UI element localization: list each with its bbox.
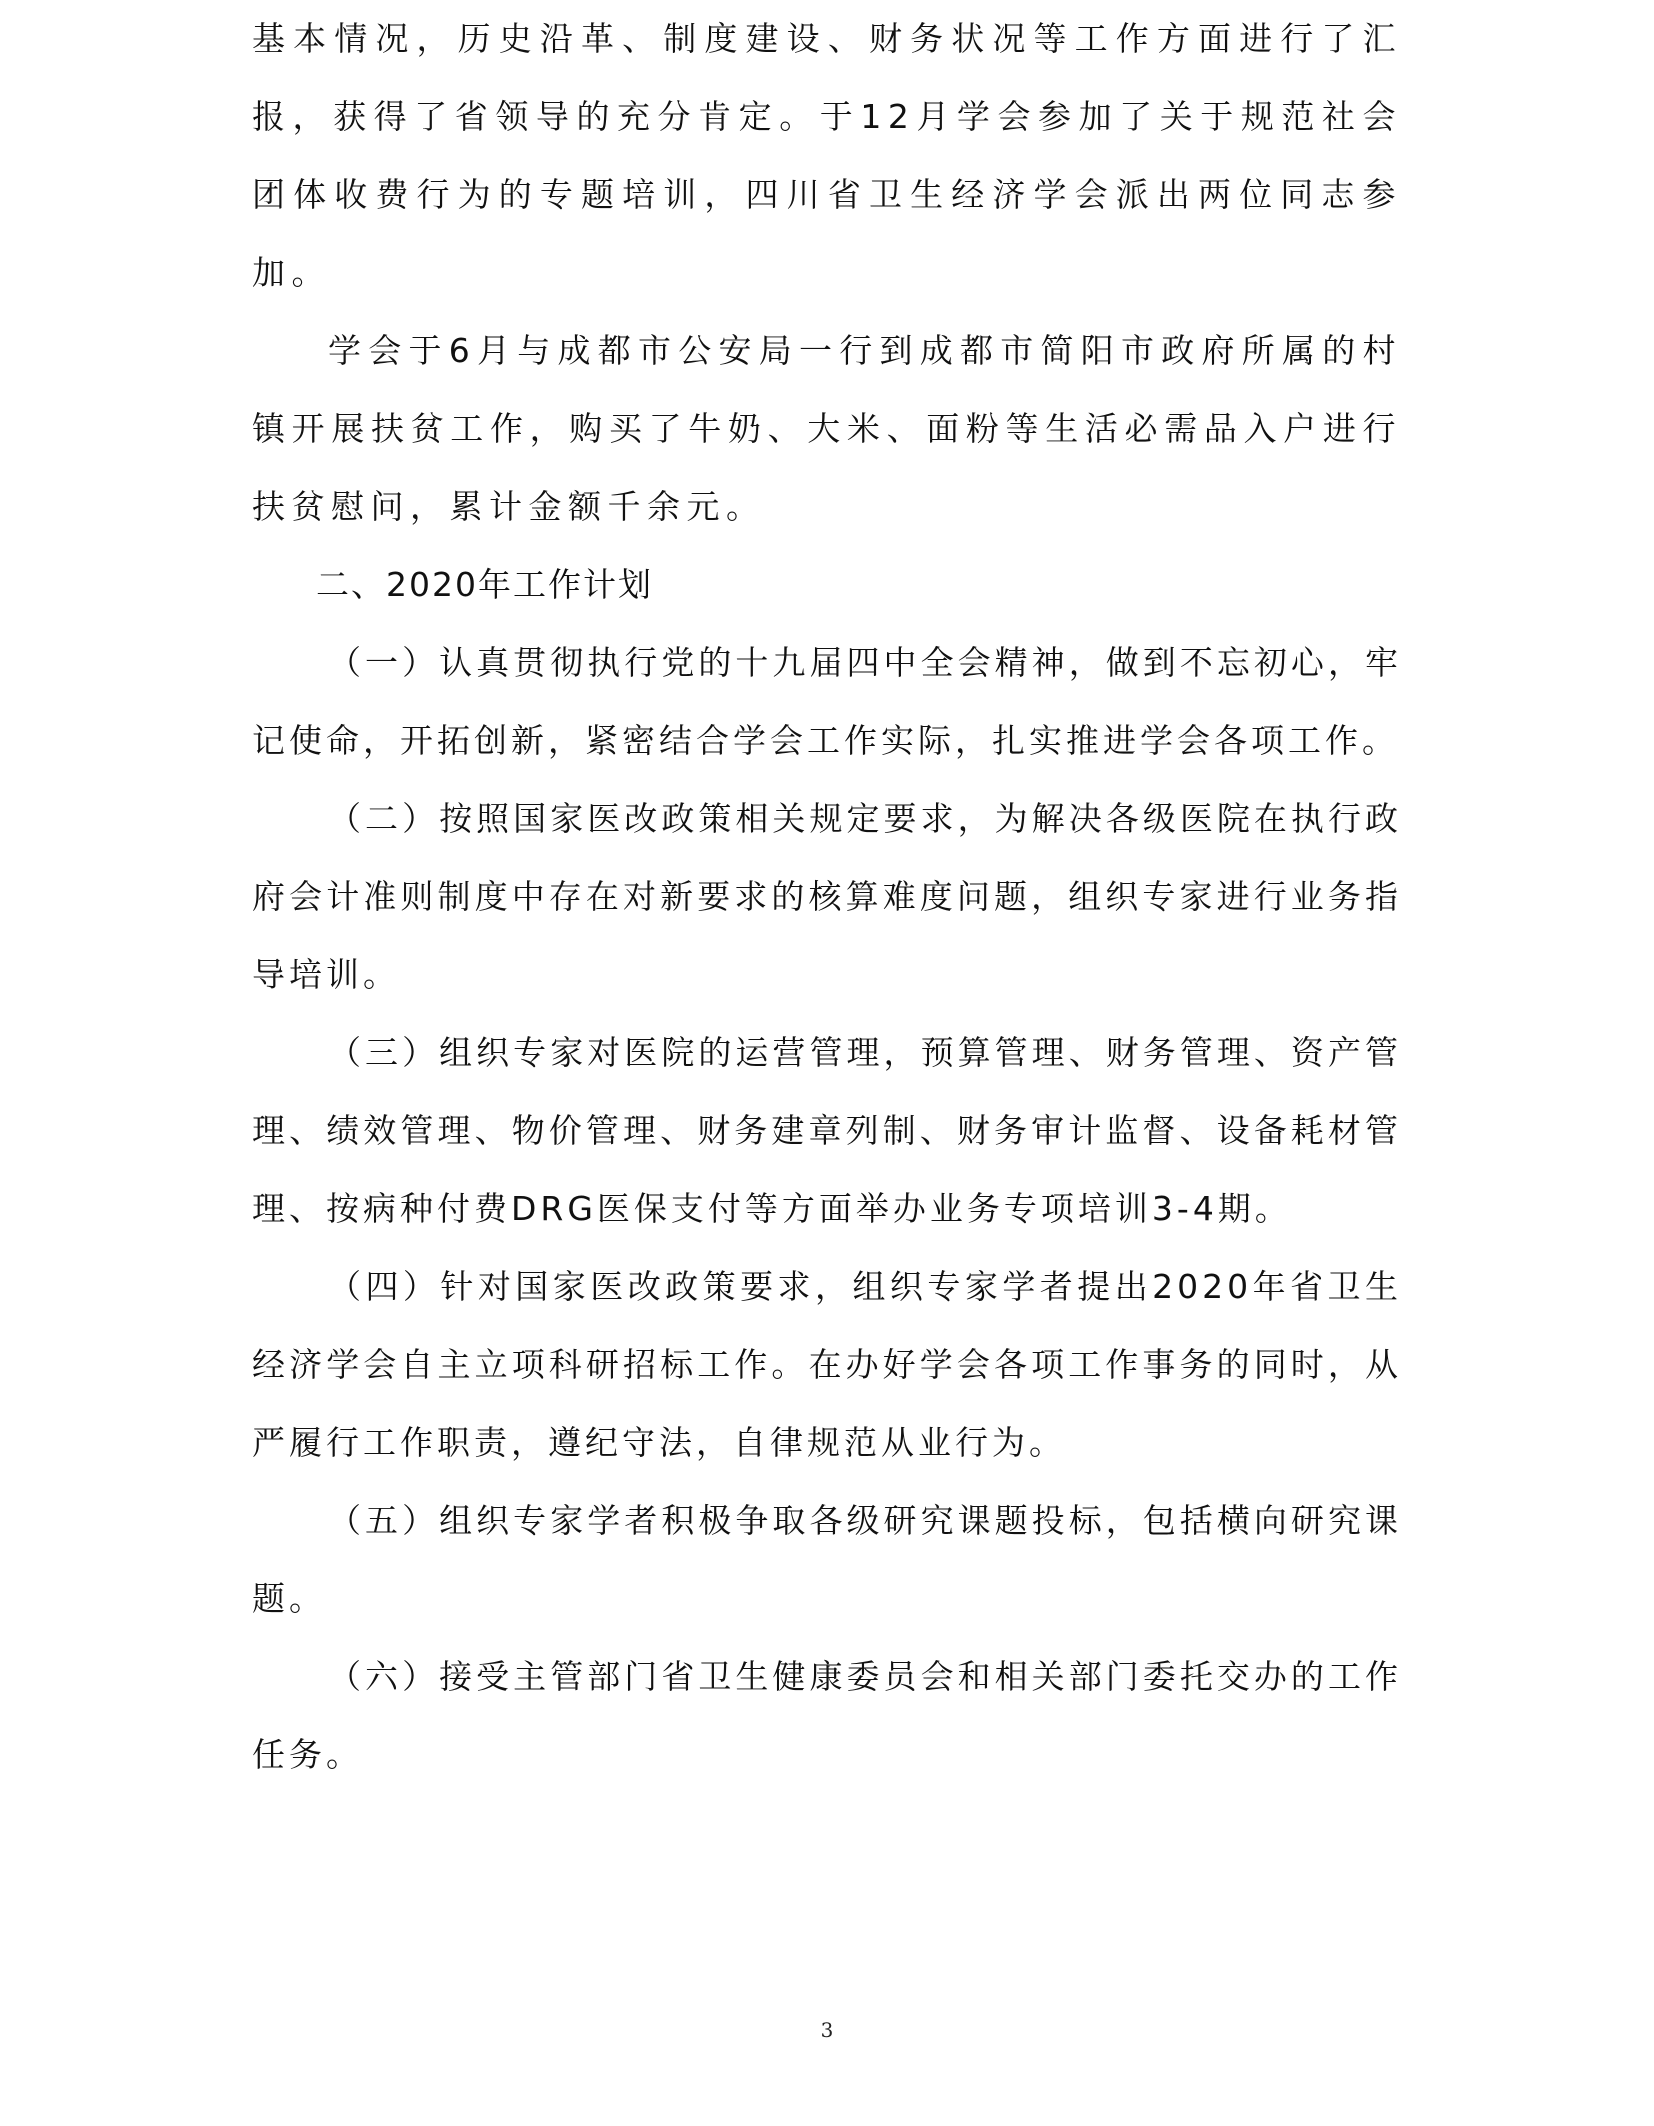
plan-item-5: （五）组织专家学者积极争取各级研究课题投标，包括横向研究课题。 [252, 1501, 1402, 1618]
plan-item-1: （一）认真贯彻执行党的十九届四中全会精神，做到不忘初心，牢记使命，开拓创新，紧密结合学会工作实际，扎实推进学会各项工作。 [252, 643, 1402, 760]
plan-item-4: （四）针对国家医改政策要求，组织专家学者提出2020年省卫生经济学会自主立项科研招标工作。在办好学会各项工作事务的同时，从严履行工作职责，遵纪守法，自律规范从业行为。 [252, 1267, 1402, 1462]
plan-item-2: （二）按照国家医改政策相关规定要求，为解决各级医院在执行政府会计准则制度中存在对新要求的核算难度问题，组织专家进行业务指导培训。 [252, 799, 1402, 994]
plan-item-3: （三）组织专家对医院的运营管理，预算管理、财务管理、资产管理、绩效管理、物价管理、财务建章列制、财务审计监督、设备耗材管理、按病种付费DRG医保支付等方面举办业务专项培训3-4期。 [252, 1033, 1402, 1228]
section-heading-2020-plan: 二、2020年工作计划 [316, 565, 653, 604]
page-body [252, 0, 1402, 1794]
page-number: 3 [820, 2018, 834, 2042]
plan-item-6: （六）接受主管部门省卫生健康委员会和相关部门委托交办的工作任务。 [252, 1657, 1402, 1774]
paragraph-poverty-relief: 学会于6月与成都市公安局一行到成都市简阳市政府所属的村镇开展扶贫工作，购买了牛奶、大米、面粉等生活必需品入户进行扶贫慰问，累计金额千余元。 [252, 331, 1402, 526]
paragraph-report-summary: 基本情况，历史沿革、制度建设、财务状况等工作方面进行了汇报，获得了省领导的充分肯定。于12月学会参加了关于规范社会团体收费行为的专题培训，四川省卫生经济学会派出两位同志参加。 [252, 19, 1402, 292]
